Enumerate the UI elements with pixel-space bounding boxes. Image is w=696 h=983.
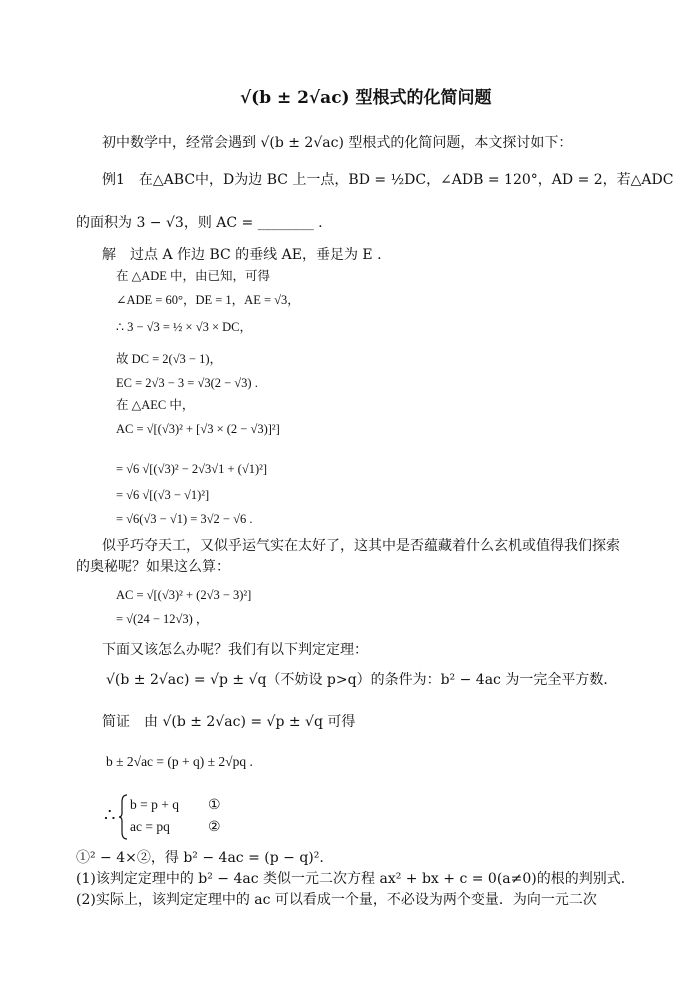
therefore-symbol: ∴: [104, 805, 116, 826]
solution-step: 故 DC = 2(√3 − 1)，: [116, 352, 223, 366]
proof-heading: 简证 由 √(b ± 2√ac) = √p ± √q 可得: [102, 714, 356, 730]
calc-step: AC = √[(√3)² + (2√3 − 3)²]: [116, 588, 252, 602]
theorem-statement: √(b ± 2√ac) = √p ± √q（不妨设 p>q）的条件为：b² − 4ac 为一完全平方数．: [106, 672, 618, 688]
example1-line2: 的面积为 3 − √3，则 AC = ________ .: [76, 215, 323, 231]
equation-label-2: ②: [208, 819, 221, 835]
paragraph-2-line1: 似乎巧夺天工，又似乎运气实在太好了，这其中是否蕴藏着什么玄机或值得我们探索: [102, 538, 620, 554]
solution-step: ∴ 3 − √3 = ½ × √3 × DC，: [116, 320, 252, 334]
solution-step: 在 △AEC 中，: [116, 398, 195, 412]
system-brace: [118, 794, 128, 840]
solution-step: ∠ADE = 60°，DE = 1，AE = √3，: [116, 293, 300, 307]
note-2: (2)实际上，该判定定理中的 ac 可以看成一个量，不必设为两个变量．为向一元二次: [76, 892, 597, 908]
system-equation-2: ac = pq: [130, 819, 170, 834]
solution-step: = √6 √[(√3)² − 2√3√1 + (√1)²]: [116, 462, 268, 476]
paragraph-2-line2: 的奥秘呢？如果这么算：: [76, 559, 230, 575]
solution-step: = √6 √[(√3 − √1)²]: [116, 488, 210, 502]
solution-step: AC = √[(√3)² + [√3 × (2 − √3)]²]: [116, 422, 280, 436]
result-line: ①² − 4×②，得 b² − 4ac = (p − q)².: [76, 850, 324, 866]
solution-step: = √6(√3 − √1) = 3√2 − √6 .: [116, 512, 253, 526]
equation-label-1: ①: [208, 797, 221, 813]
paragraph-3: 下面又该怎么办呢？我们有以下判定定理：: [102, 642, 368, 658]
solution-step: EC = 2√3 − 3 = √3(2 − √3) .: [116, 376, 258, 390]
page-title: √(b ± 2√ac) 型根式的化简问题: [240, 88, 492, 108]
intro-paragraph: 初中数学中，经常会遇到 √(b ± 2√ac) 型根式的化简问题，本文探讨如下：: [102, 135, 573, 151]
calc-step: = √(24 − 12√3) ，: [116, 612, 209, 626]
note-1: (1)该判定定理中的 b² − 4ac 类似一元二次方程 ax² + bx + c = 0(a≠0)的根的判别式．: [76, 871, 635, 887]
solution-heading: 解 过点 A 作边 BC 的垂线 AE，垂足为 E .: [102, 247, 382, 263]
solution-step: 在 △ADE 中，由已知，可得: [116, 269, 271, 283]
proof-equation: b ± 2√ac = (p + q) ± 2√pq .: [106, 754, 253, 769]
system-equation-1: b = p + q: [130, 797, 179, 812]
example1-line1: 例1 在△ABC中，D为边 BC 上一点，BD = ½DC，∠ADB = 120°，AD = 2，若△ADC: [102, 172, 674, 188]
